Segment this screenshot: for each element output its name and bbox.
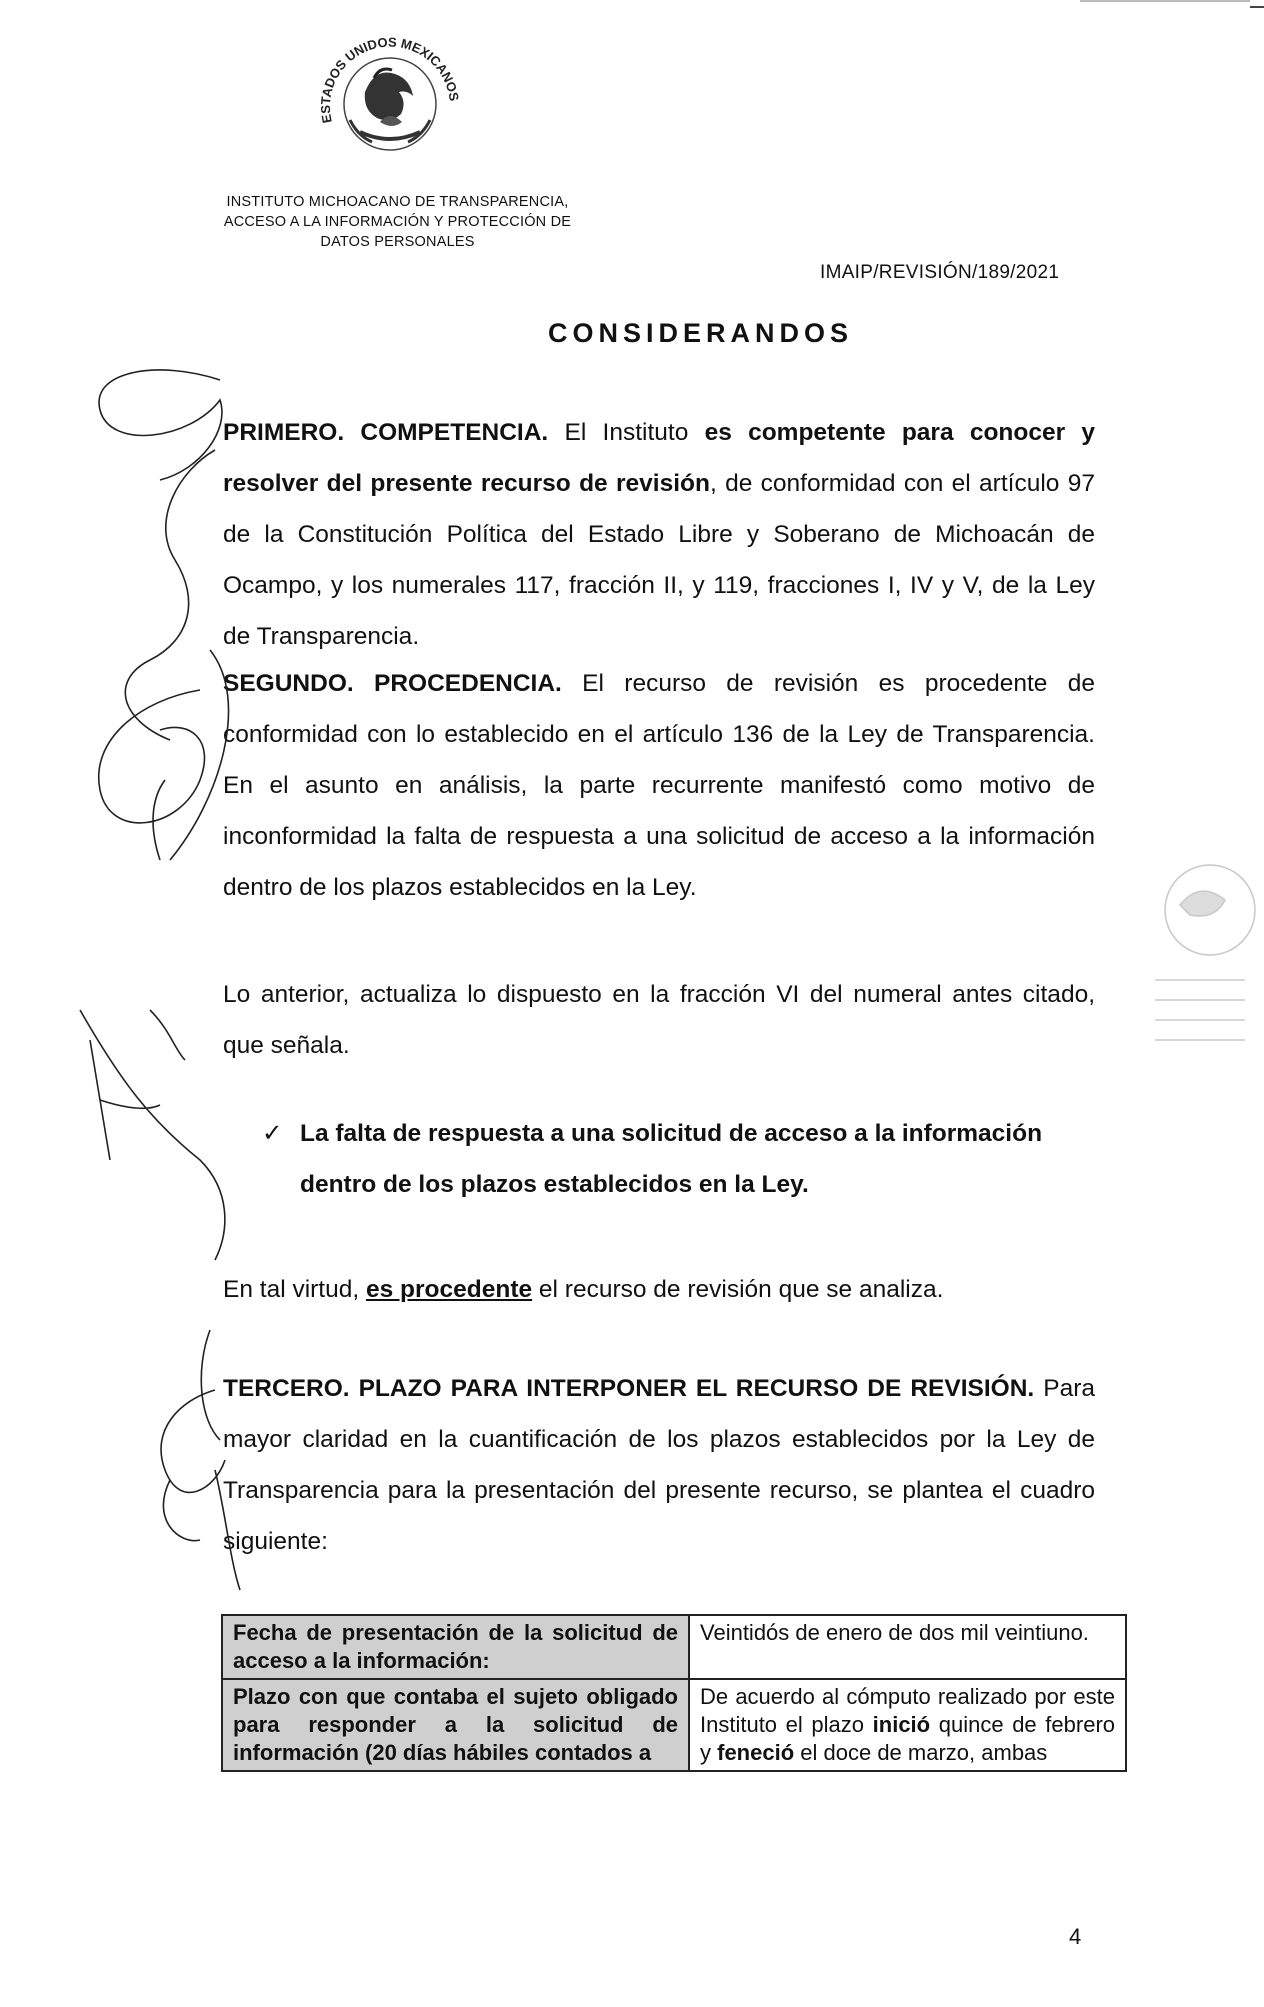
table-cell-value: Veintidós de enero de dos mil veintiuno. bbox=[689, 1615, 1126, 1679]
institute-line: INSTITUTO MICHOACANO DE TRANSPARENCIA, bbox=[226, 194, 569, 210]
seal-legend: ESTADOS UNIDOS MEXICANOS bbox=[317, 34, 462, 125]
checkmark-icon: ✓ bbox=[262, 1120, 283, 1147]
deadlines-table bbox=[221, 1614, 1127, 1772]
table-row bbox=[222, 1615, 1126, 1679]
primero-text-1: El Instituto bbox=[548, 419, 705, 446]
segundo-text: El recurso de revisión es procedente de conformidad con lo establecido en el artículo 136 de la Ley de Transparencia. En el asunto en análisis, la parte recurrente manifestó como motivo de inconformidad la falta de respuesta a una solicitud de acceso a la información dentro de los plazos establecidos en la Ley. bbox=[223, 670, 1095, 901]
value-text: quince de febrero y bbox=[700, 1712, 1115, 1765]
value-bold: feneció bbox=[717, 1740, 795, 1765]
scan-edge-mark bbox=[1250, 6, 1264, 8]
paragraph-tercero bbox=[223, 1363, 1095, 1567]
page-number: 4 bbox=[1069, 1924, 1082, 1949]
paragraph-virtud bbox=[223, 1264, 1095, 1315]
value-text: el doce de marzo, ambas bbox=[794, 1740, 1048, 1765]
paragraph-anterior bbox=[223, 969, 1095, 1071]
primero-bold-text: es competente para conocer y resolver del presente recurso de revisión bbox=[223, 419, 1096, 497]
paragraph-segundo bbox=[223, 658, 1095, 913]
table-row bbox=[222, 1679, 1126, 1771]
virtud-text-1: En tal virtud, bbox=[223, 1276, 366, 1303]
anterior-text: Lo anterior, actualiza lo dispuesto en la fracción VI del numeral antes citado, que señala. bbox=[223, 981, 1095, 1059]
value-text: De acuerdo al cómputo realizado por este Instituto el plazo bbox=[700, 1684, 1115, 1737]
table-cell-label: Plazo con que contaba el sujeto obligado para responder a la solicitud de información (20 días hábiles contados a bbox=[222, 1679, 689, 1771]
file-reference: IMAIP/REVISIÓN/189/2021 bbox=[820, 262, 1060, 283]
virtud-text-2: el recurso de revisión que se analiza. bbox=[532, 1276, 944, 1303]
margin-signature bbox=[0, 0, 260, 1600]
quoted-fraction bbox=[262, 1108, 1102, 1210]
table-cell-value bbox=[689, 1679, 1126, 1771]
table-cell-label: Fecha de presentación de la solicitud de acceso a la información: bbox=[222, 1615, 689, 1679]
faded-stamp-icon bbox=[1060, 850, 1264, 1110]
segundo-lead: SEGUNDO. PROCEDENCIA. bbox=[223, 670, 562, 697]
institute-line: DATOS PERSONALES bbox=[320, 234, 475, 250]
primero-text-2: , de conformidad con el artículo 97 de la Constitución Política del Estado Libre y Soberano de Michoacán de Ocampo, y los numerales 117, fracción II, y 119, fracciones I, IV y V, de la Ley de Transparencia. bbox=[223, 470, 1095, 650]
quoted-fraction-text: La falta de respuesta a una solicitud de acceso a la información dentro de los plazos establecidos en la Ley. bbox=[300, 1120, 1043, 1198]
tercero-lead: TERCERO. PLAZO PARA INTERPONER EL RECURSO DE REVISIÓN. bbox=[223, 1375, 1035, 1402]
virtud-underlined: es procedente bbox=[365, 1276, 533, 1303]
section-title: CONSIDERANDOS bbox=[548, 318, 854, 348]
value-bold: inició bbox=[872, 1712, 931, 1737]
paragraph-primero bbox=[223, 407, 1095, 662]
institute-name bbox=[205, 192, 590, 252]
scan-edge-line bbox=[1080, 0, 1250, 2]
national-seal-icon bbox=[310, 22, 470, 182]
institute-line: ACCESO A LA INFORMACIÓN Y PROTECCIÓN DE bbox=[223, 214, 572, 230]
primero-lead: PRIMERO. COMPETENCIA. bbox=[223, 419, 549, 446]
tercero-text: Para mayor claridad en la cuantificación de los plazos establecidos por la Ley de Transparencia para la presentación del presente recurso, se plantea el cuadro siguiente: bbox=[223, 1375, 1095, 1555]
